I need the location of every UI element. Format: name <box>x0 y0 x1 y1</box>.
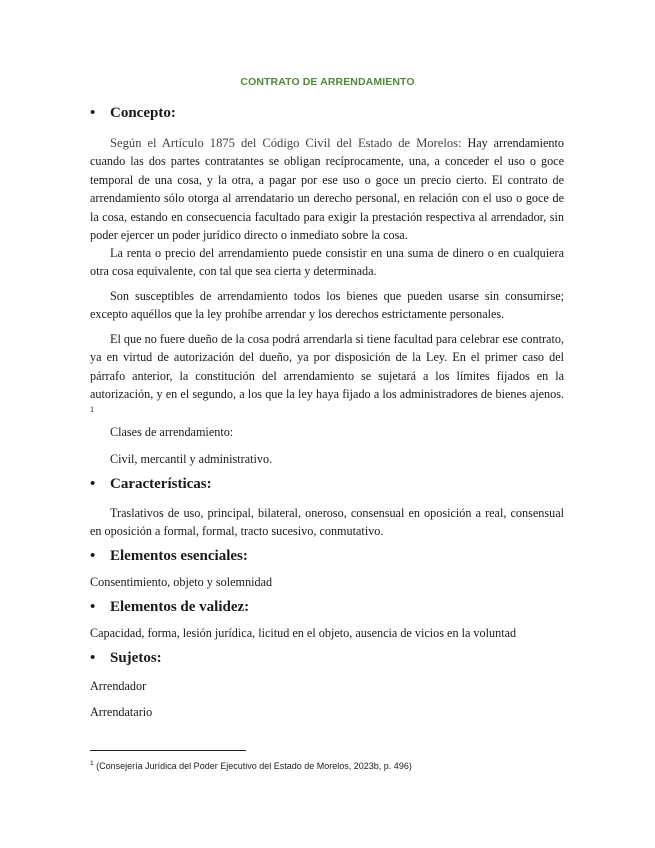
footnote-divider <box>90 750 246 751</box>
clases-value: Civil, mercantil y administrativo. <box>110 452 273 466</box>
heading-label: Características: <box>110 476 212 492</box>
document-title: CONTRATO DE ARRENDAMIENTO <box>240 76 415 88</box>
heading-elementos-validez <box>90 599 249 616</box>
paragraph-no-dueno <box>90 330 564 422</box>
bullet-icon: • <box>90 650 96 666</box>
heading-label: Concepto: <box>110 105 176 121</box>
clases-label: Clases de arrendamiento: <box>110 425 234 439</box>
bullet-icon: • <box>90 548 96 564</box>
footnote <box>90 761 412 771</box>
heading-elementos-esenciales <box>90 548 248 565</box>
article-reference: Según el Artículo 1875 del Código Civil del Estado de Morelos: <box>110 136 462 150</box>
paragraph-renta: La renta o precio del arrendamiento puede consistir en una suma de dinero o en cualquiera otra cosa equivalente, con tal que sea cierta y determinada. <box>90 246 564 279</box>
footnote-text: (Consejería Jurídica del Poder Ejecutivo del Estado de Morelos, 2023b, p. 496) <box>96 761 412 771</box>
bullet-icon: • <box>90 476 96 492</box>
heading-label: Elementos esenciales: <box>110 548 248 564</box>
footnote-reference: 1 <box>90 404 94 414</box>
definition-text: Hay arrendamiento cuando las dos partes contratantes se obligan recíprocamente, una, a conceder el uso o goce temporal de una cosa, y la otra, a pagar por ese uso o goce un precio cierto. El contrato de arrendamiento sólo otorga al arrendatario un derecho personal, en relación con el uso o goce de la cosa, estando en consecuencia facultado para exigir la prestación respectiva al arrendador, sin poder ejercer un poder jurídico directo o inmediato sobre la cosa. <box>90 136 565 243</box>
sujeto-arrendador: Arrendador <box>90 679 147 693</box>
footnote-number: 1 <box>90 760 94 767</box>
heading-label: Sujetos: <box>110 650 162 666</box>
bullet-icon: • <box>90 599 96 615</box>
sujeto-arrendatario: Arrendatario <box>90 705 153 719</box>
heading-sujetos <box>90 650 162 667</box>
paragraph-susceptibles: Son susceptibles de arrendamiento todos los bienes que pueden usarse sin consumirse; excepto aquéllos que la ley prohíbe arrendar y los derechos estrictamente personales. <box>90 289 564 322</box>
elementos-validez-text: Capacidad, forma, lesión jurídica, licitud en el objeto, ausencia de vicios en la voluntad <box>90 626 517 640</box>
paragraph-caracteristicas: Traslativos de uso, principal, bilateral, oneroso, consensual en oposición a real, consensual en oposición a formal, formal, tracto sucesivo, conmutativo. <box>90 506 564 539</box>
heading-label: Elementos de validez: <box>110 599 250 615</box>
elementos-esenciales-text: Consentimiento, objeto y solemnidad <box>90 575 273 589</box>
heading-caracteristicas <box>90 476 212 493</box>
no-dueno-text: El que no fuere dueño de la cosa podrá arrendarla si tiene facultad para celebrar ese contrato, ya en virtud de autorización del dueño, ya por disposición de la Ley. En el primer caso del párrafo anterior, la constitución del arrendamiento se sujetará a los límites fijados en la autorización, y en el segundo, a los que la ley haya fijado a los administradores de bienes ajenos. <box>90 332 564 402</box>
paragraph-concepto-definition <box>90 134 564 244</box>
heading-concepto <box>90 105 176 122</box>
bullet-icon: • <box>90 105 96 121</box>
